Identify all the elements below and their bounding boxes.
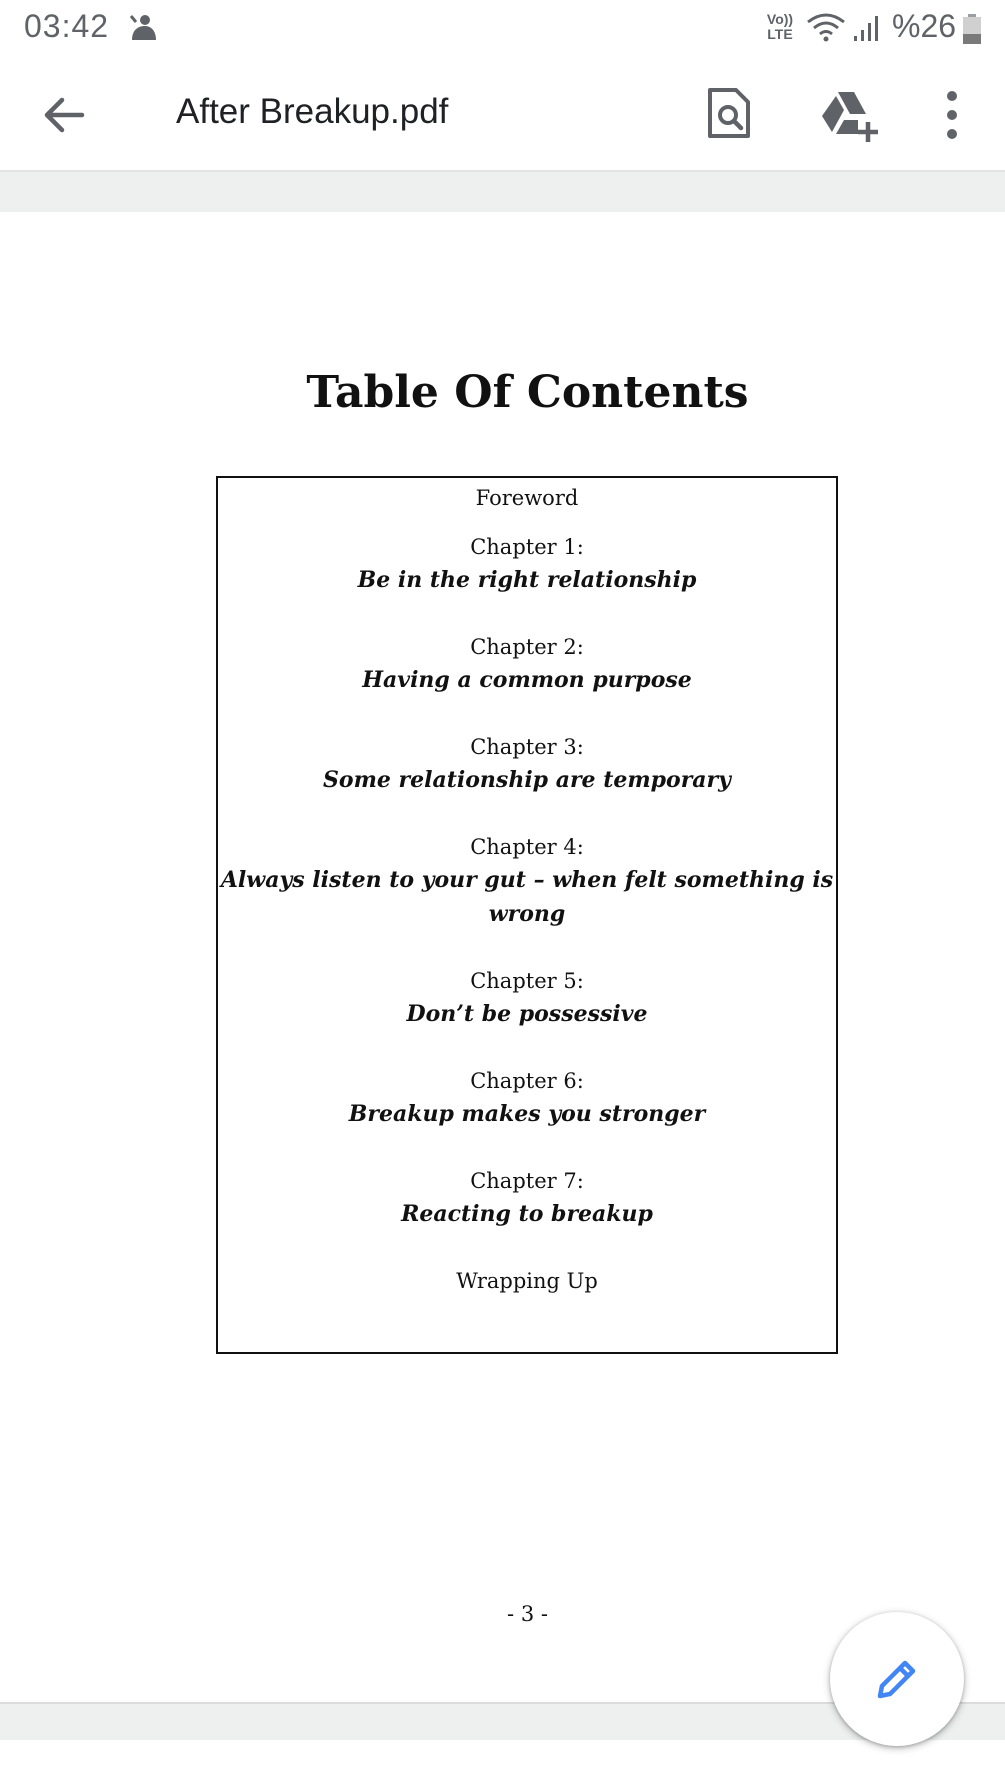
toc-chapter-7-title: Reacting to breakup bbox=[401, 1201, 653, 1227]
volte-indicator: Vo)) LTE bbox=[766, 11, 794, 42]
toc-chapter-6-title: Breakup makes you stronger bbox=[348, 1101, 706, 1127]
status-time: 03:42 bbox=[24, 8, 110, 44]
toc-chapter-7-label: Chapter 7: bbox=[470, 1169, 584, 1193]
more-options-button[interactable] bbox=[936, 88, 968, 142]
toc-chapter-3-label: Chapter 3: bbox=[470, 735, 584, 759]
add-to-drive-button[interactable] bbox=[818, 88, 880, 142]
document-title: After Breakup.pdf bbox=[176, 92, 449, 131]
find-in-page-button[interactable] bbox=[704, 86, 754, 142]
toc-chapter-5-title: Don’t be possessive bbox=[406, 1001, 648, 1027]
notification-icon bbox=[128, 12, 158, 44]
app-bar bbox=[0, 62, 1005, 166]
toc-chapter-5-label: Chapter 5: bbox=[470, 969, 584, 993]
toc-wrapping-up: Wrapping Up bbox=[456, 1269, 598, 1293]
toc-chapter-4-title-line2: wrong bbox=[488, 901, 566, 927]
add-to-drive-icon bbox=[818, 88, 880, 142]
toc-chapter-4-title-line1: Always listen to your gut – when felt something is bbox=[220, 867, 834, 893]
toc-chapter-3-title: Some relationship are temporary bbox=[323, 767, 731, 793]
edit-fab-button[interactable] bbox=[830, 1612, 964, 1746]
battery-icon bbox=[963, 14, 981, 44]
toc-chapter-4-label: Chapter 4: bbox=[470, 835, 584, 859]
battery-percentage: %26 bbox=[892, 8, 957, 44]
status-bar bbox=[0, 0, 1005, 60]
page-gap-top bbox=[0, 170, 1005, 212]
toc-chapter-6-label: Chapter 6: bbox=[470, 1069, 584, 1093]
toc-title: Table Of Contents bbox=[306, 367, 749, 418]
toc-foreword: Foreword bbox=[475, 486, 579, 510]
edit-pencil-icon bbox=[872, 1654, 922, 1704]
wifi-icon bbox=[806, 12, 846, 42]
signal-icon bbox=[852, 14, 880, 42]
toc-chapter-1-label: Chapter 1: bbox=[470, 535, 584, 559]
back-button[interactable] bbox=[38, 90, 94, 140]
toc-chapter-2-label: Chapter 2: bbox=[470, 635, 584, 659]
back-arrow-icon bbox=[38, 90, 94, 140]
toc-box bbox=[216, 476, 838, 1354]
toc-chapter-1-title: Be in the right relationship bbox=[357, 567, 697, 593]
page-number: - 3 - bbox=[507, 1602, 548, 1626]
find-in-page-icon bbox=[704, 86, 754, 142]
pdf-page bbox=[0, 212, 1005, 1700]
toc-chapter-2-title: Having a common purpose bbox=[362, 667, 692, 693]
more-vert-icon bbox=[936, 88, 968, 142]
